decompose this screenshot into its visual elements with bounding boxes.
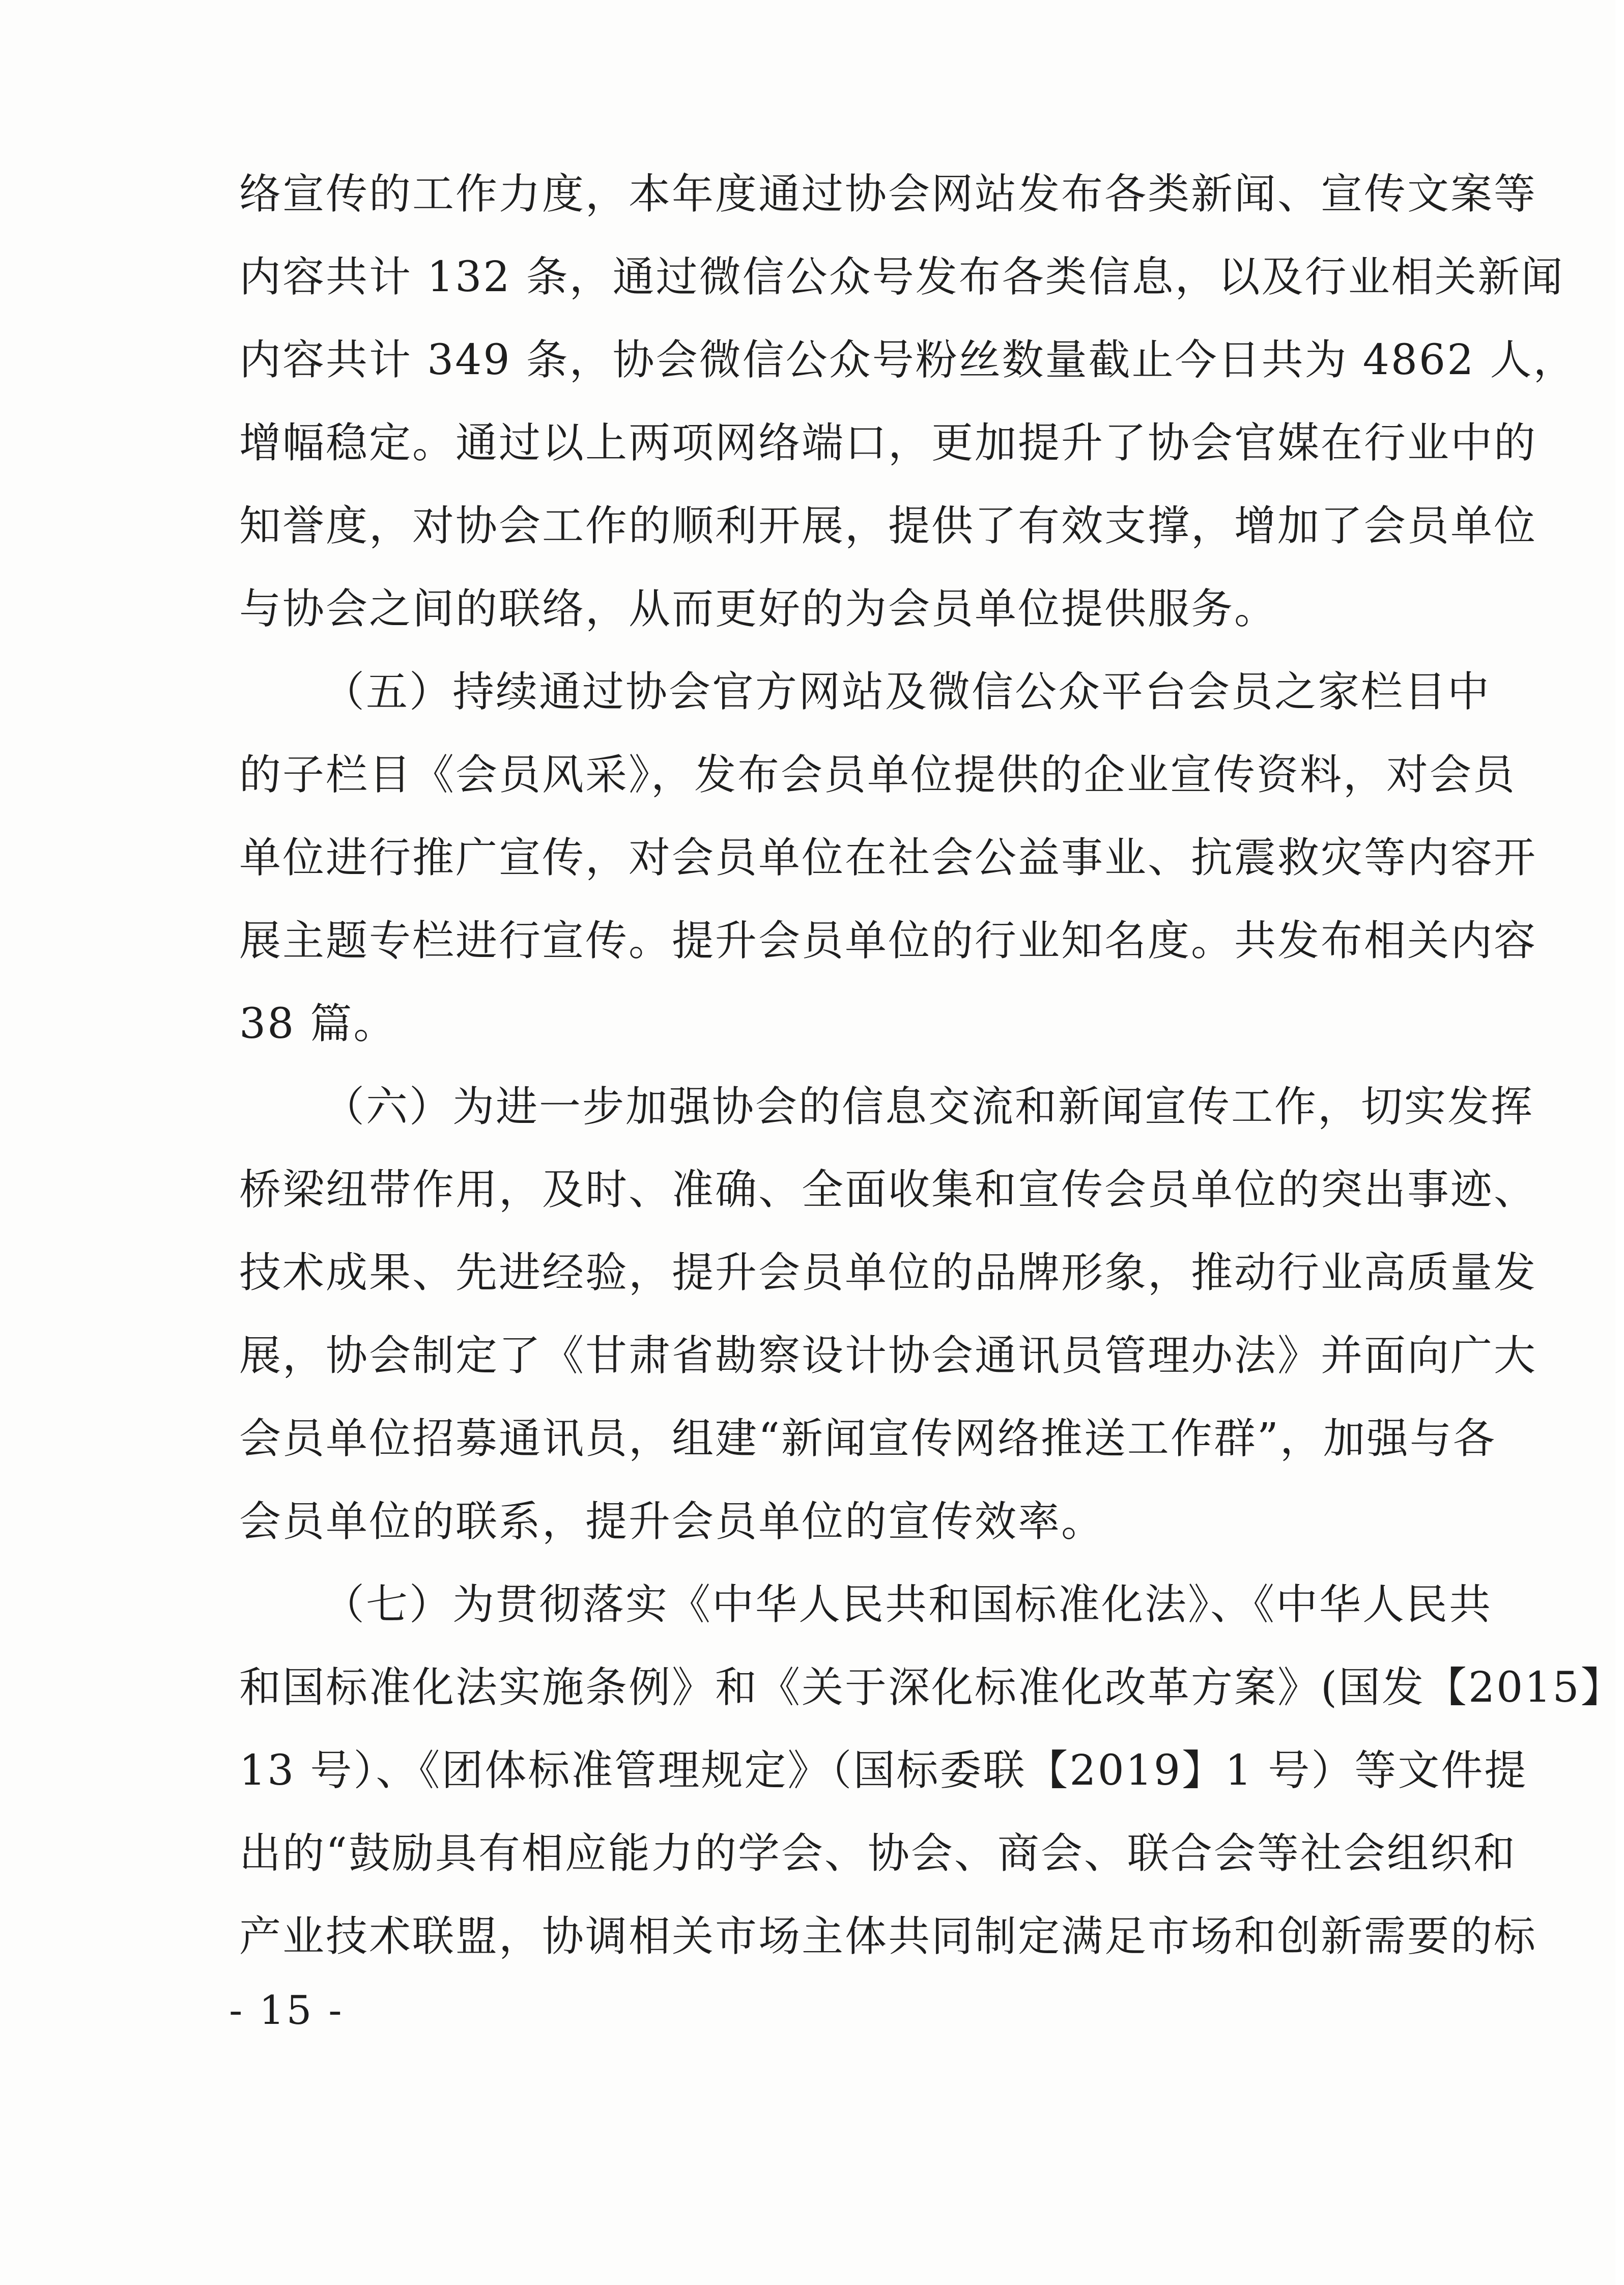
paragraph-seven-start: （七）为贯彻落实《中华人民共和国标准化法》、《中华人民共: [323, 1581, 1493, 1629]
text-line: 增幅稳定。通过以上两项网络端口，更加提升了协会官媒在行业中的: [239, 419, 1537, 467]
text-line: 会员单位招募通讯员，组建“新闻宣传网络推送工作群”，加强与各: [239, 1415, 1496, 1463]
text-line: 展主题专栏进行宣传。提升会员单位的行业知名度。共发布相关内容: [239, 917, 1537, 965]
text-line: 桥梁纽带作用，及时、准确、全面收集和宣传会员单位的突出事迹、: [239, 1166, 1537, 1214]
paragraph-five-start: （五）持续通过协会官方网站及微信公众平台会员之家栏目中: [323, 668, 1491, 716]
text-line: 单位进行推广宣传，对会员单位在社会公益事业、抗震救灾等内容开: [239, 834, 1537, 882]
text-line: 会员单位的联系，提升会员单位的宣传效率。: [239, 1498, 1105, 1546]
text-line: 展，协会制定了《甘肃省勘察设计协会通讯员管理办法》并面向广大: [239, 1332, 1537, 1380]
text-line: 内容共计 349 条，协会微信公众号粉丝数量截止今日共为 4862 人，: [239, 336, 1577, 384]
text-line: 的子栏目《会员风采》，发布会员单位提供的企业宣传资料，对会员: [239, 751, 1517, 799]
text-line: 与协会之间的联络，从而更好的为会员单位提供服务。: [239, 585, 1278, 633]
paragraph-six-start: （六）为进一步加强协会的信息交流和新闻宣传工作，切实发挥: [323, 1083, 1534, 1131]
text-line: 内容共计 132 条，通过微信公众号发布各类信息，以及行业相关新闻: [239, 253, 1564, 301]
text-line: 出的“鼓励具有相应能力的学会、协会、商会、联合会等社会组织和: [239, 1829, 1517, 1878]
text-line: 络宣传的工作力度，本年度通过协会网站发布各类新闻、宣传文案等: [239, 170, 1537, 218]
text-line: 13 号）、《团体标准管理规定》（国标委联【2019】1 号）等文件提: [239, 1746, 1528, 1795]
text-line: 产业技术联盟，协调相关市场主体共同制定满足市场和创新需要的标: [239, 1912, 1537, 1961]
page-number: - 15 -: [229, 1988, 344, 2034]
body-text: [239, 153, 1624, 1978]
text-line: 知誉度，对协会工作的顺利开展，提供了有效支撑，增加了会员单位: [239, 502, 1537, 550]
text-line: 技术成果、先进经验，提升会员单位的品牌形象，推动行业高质量发: [239, 1249, 1537, 1297]
text-line: 38 篇。: [239, 1000, 397, 1048]
text-line: 和国标准化法实施条例》和《关于深化标准化改革方案》(国发【2015】: [239, 1663, 1624, 1712]
